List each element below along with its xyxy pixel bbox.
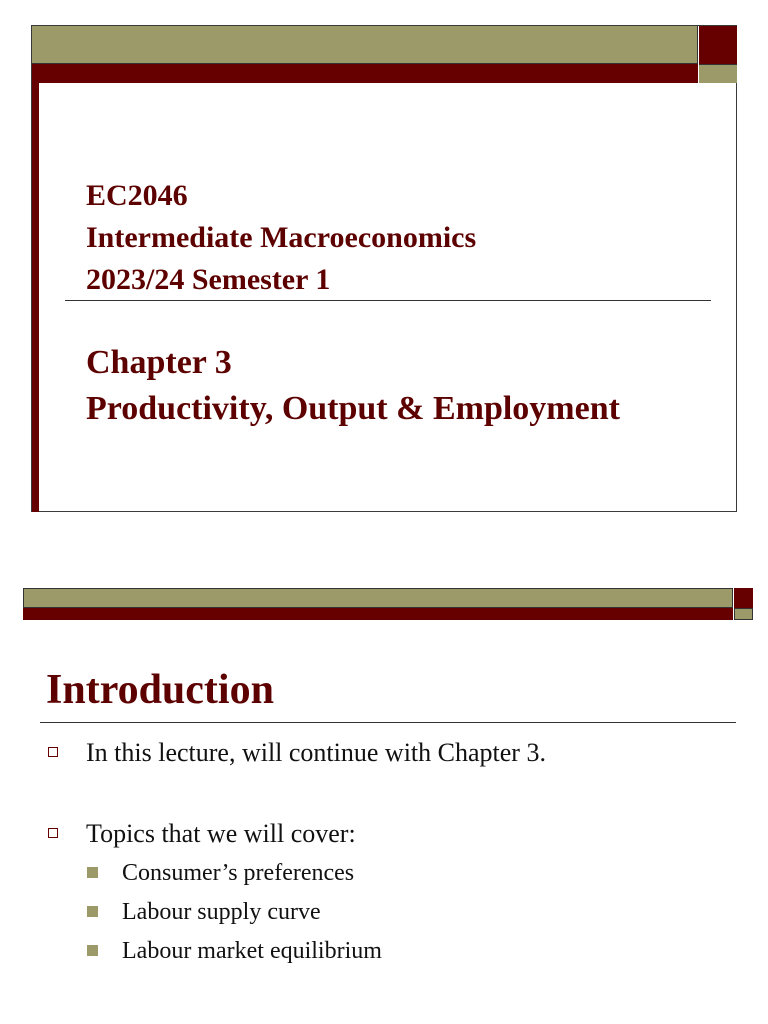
filled-square-bullet-icon <box>87 906 98 917</box>
course-semester: 2023/24 Semester 1 <box>86 263 331 296</box>
course-name: Intermediate Macroeconomics <box>86 221 477 254</box>
left-accent-bar <box>32 83 39 512</box>
course-code: EC2046 <box>86 179 188 212</box>
sub-bullet-text: Labour market equilibrium <box>122 938 382 964</box>
course-title <box>86 175 726 301</box>
hollow-square-bullet-icon <box>48 828 58 838</box>
filled-square-bullet-icon <box>87 945 98 956</box>
header-maroon-band <box>32 64 698 83</box>
header-olive-band <box>23 588 733 608</box>
header-maroon-band <box>23 608 733 620</box>
bullet-text: In this lecture, will continue with Chapter 3. <box>86 738 546 767</box>
slide-title: Introduction <box>46 667 274 713</box>
chapter-title <box>86 340 726 432</box>
header-olive-band <box>32 26 698 64</box>
sub-bullet-text: Labour supply curve <box>122 899 321 925</box>
header-corner-olive-square <box>699 64 737 83</box>
sub-bullet-text: Consumer’s preferences <box>122 860 355 886</box>
title-divider <box>65 300 711 301</box>
header-corner-olive-square <box>734 608 753 620</box>
bullet-text: Topics that we will cover: <box>86 819 356 848</box>
introduction-slide <box>0 588 768 1024</box>
header-corner-maroon-square <box>734 588 753 608</box>
title-divider <box>40 722 736 723</box>
chapter-name: Productivity, Output & Employment <box>86 390 620 427</box>
chapter-number: Chapter 3 <box>86 344 232 381</box>
hollow-square-bullet-icon <box>48 747 58 757</box>
title-slide <box>31 25 737 512</box>
filled-square-bullet-icon <box>87 867 98 878</box>
header-corner-maroon-square <box>699 26 737 64</box>
